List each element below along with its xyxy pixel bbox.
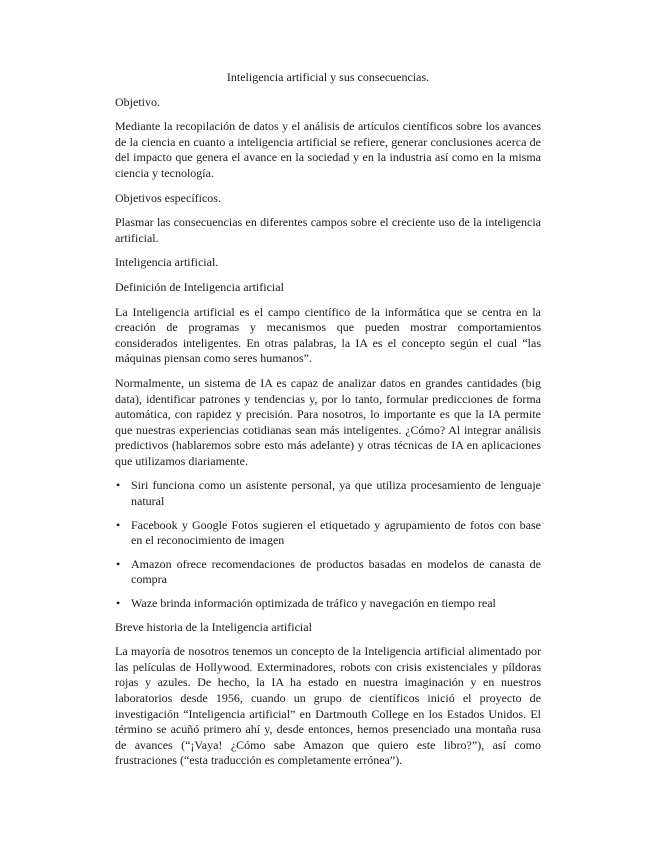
section-heading: Inteligencia artificial. [115, 255, 219, 270]
list-item-text: Amazon ofrece recomendaciones de productos basadas en modelos de canasta de compra [131, 556, 541, 587]
objective-paragraph: Mediante la recopilación de datos y el análisis de artículos científicos sobre los avances de la ciencia en cuanto a inteligencia artificial se refiere, generar conclusiones acerca de del impacto que genera el avance en la sociedad y en la industria así como en la misma ciencia y tecnología. [115, 119, 541, 180]
bullet-list [115, 478, 541, 611]
history-paragraph: La mayoría de nosotros tenemos un concepto de la Inteligencia artificial alimentado por las películas de Hollywood. Exterminadores, robots con crisis existenciales y píldoras rojas y azules. De hecho, la IA ha estado en nuestra imaginación y en nuestros laboratorios desde 1956, cuando un grupo de científicos inició el proyecto de investigación “Inteligencia artificial” en Dartmouth College en los Estados Unidos. El término se acuñó primero ahí y, desde entonces, hemos presenciado una montaña rusa de avances (“¡Vaya! ¿Cómo sabe Amazon que quiero este libro?”), así como frustraciones (“esta traducción es completamente errónea”). [115, 644, 541, 768]
list-item [115, 596, 541, 612]
bullet-icon: • [116, 478, 121, 493]
specific-objectives-paragraph: Plasmar las consecuencias en diferentes campos sobre el creciente uso de la inteligencia artificial. [115, 215, 541, 245]
list-item-text: Waze brinda información optimizada de tráfico y navegación en tiempo real [131, 596, 496, 611]
document-title: Inteligencia artificial y sus consecuencias. [226, 70, 430, 84]
list-item-text: Siri funciona como un asistente personal, ya que utiliza procesamiento de lenguaje natural [131, 478, 541, 509]
list-item-text: Facebook y Google Fotos sugieren el etiquetado y agrupamiento de fotos con base en el reconocimiento de imagen [131, 517, 541, 548]
bullet-icon: • [116, 596, 121, 611]
specific-objectives-heading: Objetivos específicos. [115, 190, 221, 205]
normal-paragraph: Normalmente, un sistema de IA es capaz de analizar datos en grandes cantidades (big data), identificar patrones y tendencias y, por lo tanto, formular predicciones de forma automática, con rapidez y precisión. Para nosotros, lo importante es que la IA permite que nuestras experiencias cotidianas sean más inteligentes. ¿Cómo? Al integrar análisis predictivos (hablaremos sobre esto más adelante) y otras técnicas de IA en aplicaciones que utilizamos diariamente. [115, 375, 541, 468]
document-body [115, 70, 541, 778]
objective-heading: Objetivo. [115, 94, 160, 109]
list-item [115, 557, 541, 588]
history-heading: Breve historia de la Inteligencia artificial [115, 619, 312, 634]
definition-heading: Definición de Inteligencia artificial [115, 279, 284, 294]
bullet-icon: • [116, 517, 121, 532]
bullet-icon: • [116, 556, 121, 571]
list-item [115, 478, 541, 509]
list-item [115, 518, 541, 549]
definition-paragraph: La Inteligencia artificial es el campo científico de la informática que se centra en la creación de programas y mecanismos que pueden mostrar comportamientos considerados inteligentes. En otras palabras, la IA es el concepto según el cual “las máquinas piensan como seres humanos”. [115, 304, 541, 366]
